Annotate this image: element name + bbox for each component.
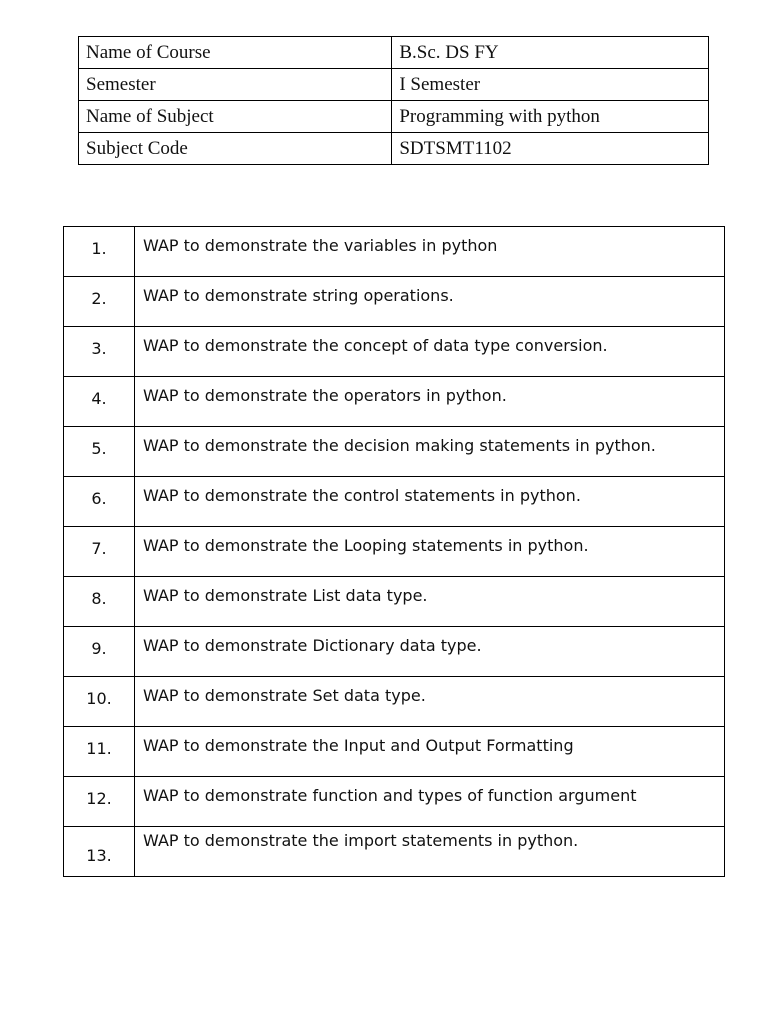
program-number: 1.	[64, 227, 135, 277]
program-row	[64, 627, 725, 677]
program-number: 13.	[64, 827, 135, 877]
program-number: 11.	[64, 727, 135, 777]
course-info-value: Programming with python	[392, 101, 709, 133]
program-row	[64, 277, 725, 327]
program-description: WAP to demonstrate the control statements in python.	[135, 477, 725, 527]
program-row	[64, 827, 725, 877]
course-info-value: B.Sc. DS FY	[392, 37, 709, 69]
program-number: 8.	[64, 577, 135, 627]
program-row	[64, 327, 725, 377]
program-description: WAP to demonstrate Dictionary data type.	[135, 627, 725, 677]
course-info-row	[79, 69, 709, 101]
program-number: 6.	[64, 477, 135, 527]
program-number: 7.	[64, 527, 135, 577]
program-number: 12.	[64, 777, 135, 827]
program-row	[64, 227, 725, 277]
course-info-value: SDTSMT1102	[392, 133, 709, 165]
course-info-row	[79, 133, 709, 165]
course-info-label: Subject Code	[79, 133, 392, 165]
program-description: WAP to demonstrate function and types of function argument	[135, 777, 725, 827]
course-info-label: Semester	[79, 69, 392, 101]
program-description: WAP to demonstrate the import statements in python.	[135, 827, 725, 877]
program-description: WAP to demonstrate Set data type.	[135, 677, 725, 727]
program-row	[64, 427, 725, 477]
course-info-row	[79, 101, 709, 133]
program-description: WAP to demonstrate List data type.	[135, 577, 725, 627]
program-row	[64, 527, 725, 577]
program-number: 5.	[64, 427, 135, 477]
program-description: WAP to demonstrate string operations.	[135, 277, 725, 327]
program-description: WAP to demonstrate the Input and Output Formatting	[135, 727, 725, 777]
program-list-table	[63, 226, 725, 877]
program-row	[64, 777, 725, 827]
course-info-value: I Semester	[392, 69, 709, 101]
program-description: WAP to demonstrate the decision making statements in python.	[135, 427, 725, 477]
program-row	[64, 677, 725, 727]
course-info-label: Name of Subject	[79, 101, 392, 133]
program-description: WAP to demonstrate the variables in python	[135, 227, 725, 277]
program-description: WAP to demonstrate the concept of data type conversion.	[135, 327, 725, 377]
course-info-row	[79, 37, 709, 69]
course-info-label: Name of Course	[79, 37, 392, 69]
program-row	[64, 577, 725, 627]
program-row	[64, 477, 725, 527]
program-description: WAP to demonstrate the Looping statements in python.	[135, 527, 725, 577]
program-number: 10.	[64, 677, 135, 727]
course-info-table	[78, 36, 709, 165]
program-row	[64, 377, 725, 427]
program-description: WAP to demonstrate the operators in python.	[135, 377, 725, 427]
program-number: 4.	[64, 377, 135, 427]
program-row	[64, 727, 725, 777]
program-number: 9.	[64, 627, 135, 677]
program-number: 2.	[64, 277, 135, 327]
program-number: 3.	[64, 327, 135, 377]
